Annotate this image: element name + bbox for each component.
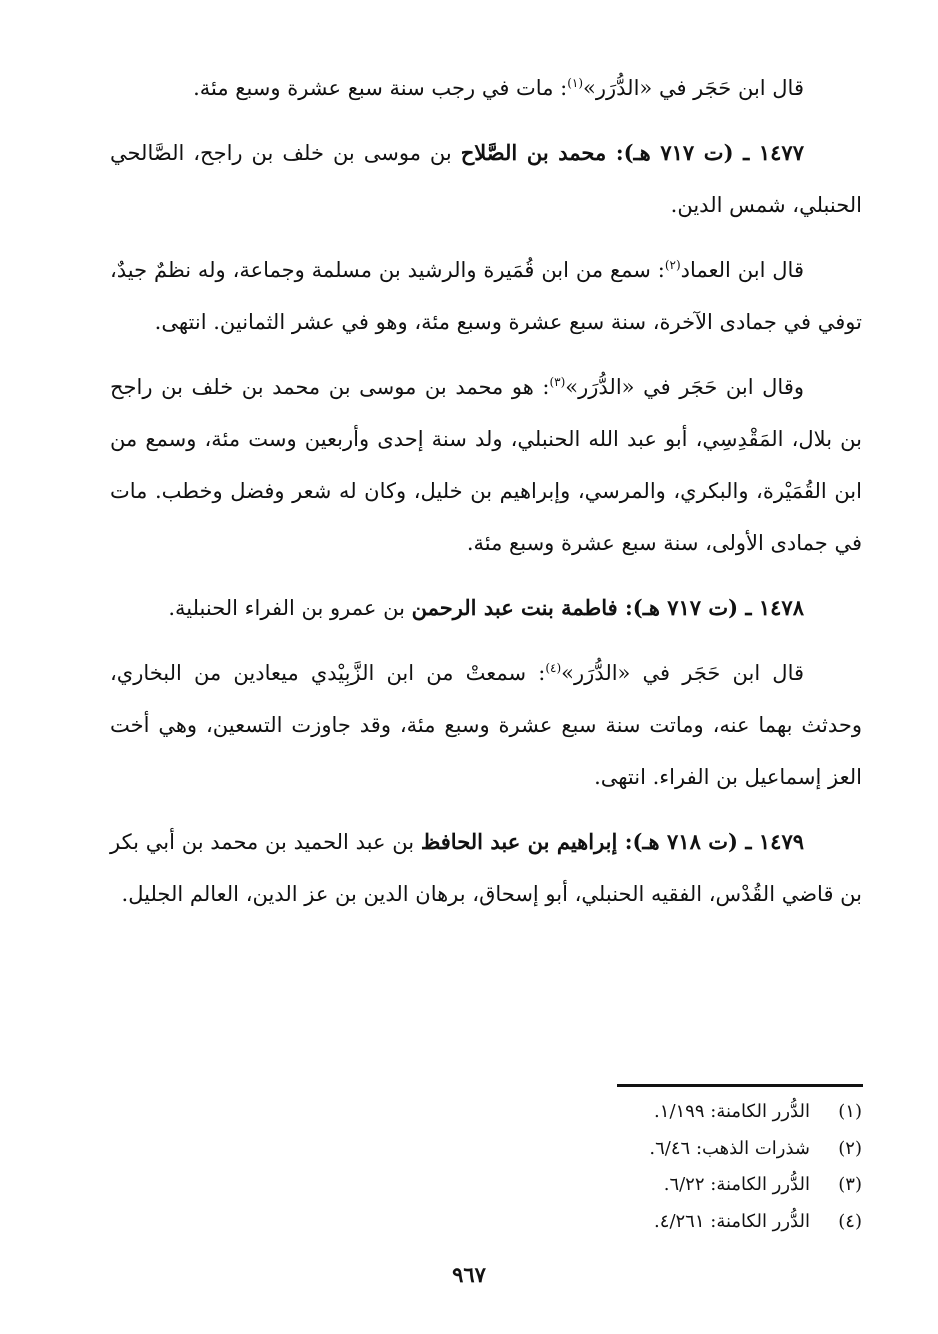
text-run: بن عبد الحميد بن محمد بن أبي بكر بن قاضي القُدْس، الفقيه الحنبلي، أبو إسحاق، برهان الدين بن عز الدين، العالم الجليل. [110,830,862,906]
footnote [362,1204,862,1241]
text-run: : مات في رجب سنة سبع عشرة وسبع مئة. [193,76,568,100]
footnote [362,1094,862,1131]
footnote-text: الدُّرر الكامنة: ١/١٩٩. [654,1101,810,1122]
footnote-text: الدُّرر الكامنة: ٦/٢٢. [663,1174,810,1195]
footnote-number: (٣) [838,1174,862,1195]
footnote [362,1131,862,1168]
text-run: قال ابن حَجَر في «الدُّرَر» [583,76,804,100]
footnote-text: الدُّرر الكامنة: ٤/٢٦١. [654,1210,810,1232]
footnote [362,1167,862,1204]
footnote-text: شذرات الذهب: ٦/٤٦. [649,1137,810,1159]
paragraph [110,244,862,348]
paragraph [110,62,862,114]
paragraph [110,127,862,231]
footnote-reference: (١) [567,76,584,90]
entry-heading: ١٤٧٨ ـ (ت ٧١٧ هـ): فاطمة بنت عبد الرحمن [411,595,804,620]
main-text [110,62,862,933]
paragraph [110,647,862,803]
page-number: ٩٦٧ [452,1262,486,1287]
footnote-reference: (٤) [545,661,562,675]
entry-heading: ١٤٧٧ ـ (ت ٧١٧ هـ): محمد بن الصَّلاح [460,140,804,165]
text-run: : سمعتْ من ابن الزَّبِيْدي ميعادين من البخاري، وحدثث بهما عنه، وماتت سنة سبع عشرة وسبع مئة، وقد جاوزت التسعين، وهي أخت العز إسماعيل بن الفراء. انتهى. [110,661,862,789]
text-run: قال ابن حَجَر في «الدُّرَر» [561,661,805,685]
footnote-number: (٢) [838,1137,862,1159]
paragraph [110,361,862,569]
text-run: بن عمرو بن الفراء الحنبلية. [168,596,412,620]
footnote-number: (٤) [838,1210,862,1232]
text-run: : هو محمد بن موسى بن محمد بن خلف بن راجح بن بلال، المَقْدِسِي، أبو عبد الله الحنبلي، ولد سنة إحدى وأربعين وست مئة، وسمع من ابن القُمَيْرة، والبكري، والمرسي، وإبراهيم بن خليل، وكان له شعر وفضل وخطب. مات في جمادى الأولى، سنة سبع عشرة وسبع مئة. [110,375,862,555]
text-run: بن موسى بن خلف بن راجح، الصَّالحي الحنبلي، شمس الدين. [110,141,862,217]
text-run: : سمع من ابن قُمَيرة والرشيد بن مسلمة وجماعة، وله نظمٌ جيدٌ، توفي في جمادى الآخرة، سنة سبع عشرة وسبع مئة، وهو في عشر الثمانين. انتهى. [110,258,862,334]
footnote-number: (١) [838,1101,862,1122]
footnote-reference: (٣) [549,375,566,389]
entry-heading: ١٤٧٩ ـ (ت ٧١٨ هـ): إبراهيم بن عبد الحافظ [420,829,805,854]
text-run: وقال ابن حَجَر في «الدُّرَر» [565,375,805,399]
footnote-reference: (٢) [664,258,681,272]
paragraph [110,582,862,634]
footnotes [362,1094,862,1240]
text-run: قال ابن العماد [680,258,804,282]
footnote-separator [617,1084,863,1087]
paragraph [110,816,862,920]
